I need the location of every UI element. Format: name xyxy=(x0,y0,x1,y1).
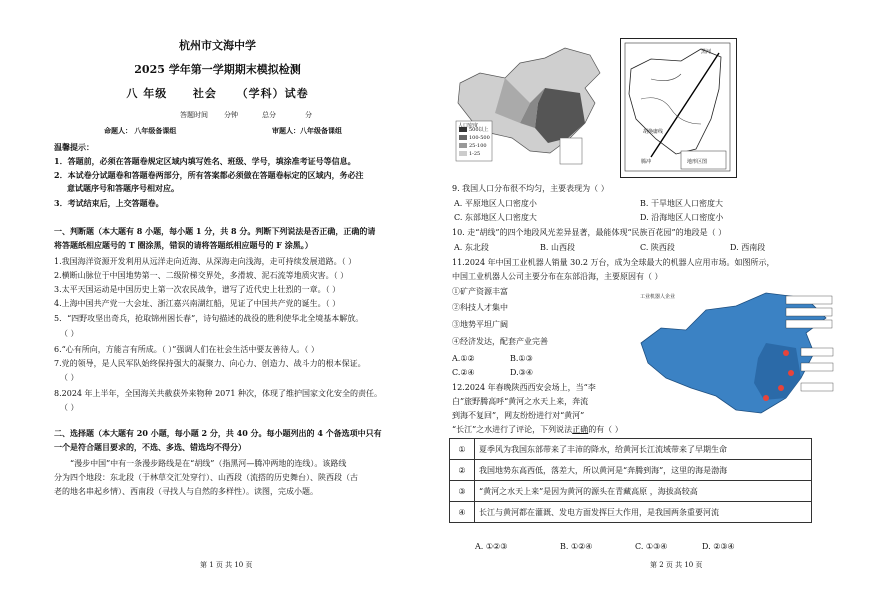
q11-option-b: B.①③ xyxy=(510,354,533,363)
map2-legend-label: 地形区图 xyxy=(687,159,708,165)
q12-stem-3: 到海不复回”，网友纷纷进行对“黄河” xyxy=(452,411,585,420)
q12-stem-4-text: “长江”之水进行了评论，下列说法 xyxy=(452,425,573,434)
q9-option-d: D. 沿海地区人口密度小 xyxy=(640,213,724,222)
section1-heading-b: 将答题纸相应题号的 T 圈涂黑，错误的请将答题纸相应题号的 F 涂黑。） xyxy=(54,240,313,250)
table-row xyxy=(450,502,812,523)
table-row xyxy=(450,439,812,460)
statement-text: 长江与黄河都在灌溉、发电方面发挥巨大作用，是我国两条重要河流 xyxy=(475,502,812,523)
q12-stem-4-end: 的有（ ） xyxy=(588,425,623,434)
q11-option-d: D.③④ xyxy=(510,368,534,377)
footer-right: 第 2 页 共 10 页 xyxy=(650,561,703,569)
school-name: 杭州市文海中学 xyxy=(179,39,256,52)
section2-intro-3: 老的地名串起乡情）、西南段（寻找人与自然的多样性）。读图，完成小题。 xyxy=(54,487,318,496)
robot-industry-map xyxy=(636,288,836,423)
q12-option-c: C. ①③④ xyxy=(635,542,668,551)
notice-title: 温馨提示： xyxy=(54,142,94,152)
q11-reason-3: ③地势平坦广阔 xyxy=(452,320,508,329)
score-unit: 分 xyxy=(305,111,312,119)
q9-option-b: B. 干旱地区人口密度大 xyxy=(640,199,723,208)
judge-item-2: 2.横断山脉位于中国地势第一、二级阶梯交界处，多滑坡、泥石流等地质灾害。（ ） xyxy=(54,271,349,280)
notice-item-3: 3．考试结束后，上交答题卷。 xyxy=(54,198,164,208)
q12-option-a: A. ①②③ xyxy=(475,542,508,551)
q9-stem: 9. 我国人口分布很不均匀，主要表现为（ ） xyxy=(452,184,609,193)
legend-item-2: 100-500 xyxy=(469,135,490,141)
subject-type-label: （学科）试卷 xyxy=(236,87,309,100)
q12-stem-2: 白”旅野腾高呼“黄河之水天上来，奔流 xyxy=(452,397,589,406)
exam-subtitle xyxy=(0,88,435,99)
judge-item-7: 7.党的领导，是人民军队始终保持强大的凝聚力、向心力、创造力、战斗力的根本保证。 xyxy=(54,359,366,368)
q12-option-b: B. ①②④ xyxy=(560,542,593,551)
score-label: 总分 xyxy=(262,111,276,119)
q11-reason-4: ④经济发达，配套产业完善 xyxy=(452,337,548,346)
judge-item-4: 4.上海中国共产党一大会址、浙江嘉兴南湖红船，见证了中国共产党的诞生。（ ） xyxy=(54,299,341,308)
notice-item-1: 1．答题前，必须在答题卷规定区域内填写姓名、班级、学号，填涂准考证号等信息。 xyxy=(54,156,356,166)
heihe-label: 黑河 xyxy=(701,49,712,55)
table-row xyxy=(450,460,812,481)
statement-number: ② xyxy=(450,460,475,481)
q12-correct-word: 正确 xyxy=(572,425,589,434)
legend-item-3: 25-100 xyxy=(469,143,487,149)
notice-item-2-cont: 意试题序号和答题序号相对应。 xyxy=(67,183,179,193)
judge-item-1: 1.我国海洋资源开发利用从远洋走向近海、从深海走向浅海，走可持续发展道路。（ ） xyxy=(54,257,357,266)
subject-label: 社会 xyxy=(192,87,217,100)
q11-reason-2: ②科技人才集中 xyxy=(452,303,508,312)
q11-option-c: C.②④ xyxy=(452,368,475,377)
reviewer-label: 审题人：八年级备课组 xyxy=(272,126,342,135)
judge-item-8: 8.2024 年上半年，全国海关共截获外来物种 2071 种次，体现了维护国家文化安全的责任。 xyxy=(54,389,382,398)
q11-stem-a: 11.2024 年中国工业机器人销量 30.2 万台，成为全球最大的机器人应用市场。如图所示， xyxy=(452,258,775,267)
hu-line-label: 胡焕庸线 xyxy=(643,129,664,135)
statement-text: 夏季风为我国东部带来了丰沛的降水，给黄河长江流域带来了早期生命 xyxy=(475,439,812,460)
section2-heading-a: 二、选择题（本大题有 20 小题，每小题 2 分，共 40 分。每小题列出的 4 个备选项中只有 xyxy=(54,428,382,438)
judge-item-3: 3.太平天国运动是中国历史上第一次农民战争，谱写了近代史上壮烈的一章。（ ） xyxy=(54,285,341,294)
statement-number: ③ xyxy=(450,481,475,502)
q9-option-a: A. 平原地区人口密度小 xyxy=(454,199,537,208)
table-row xyxy=(450,481,812,502)
q12-option-d: D. ②③④ xyxy=(702,542,735,551)
judge-item-5-bracket: （ ） xyxy=(60,329,79,338)
q10-option-d: D. 西南段 xyxy=(730,243,766,252)
statement-number: ④ xyxy=(450,502,475,523)
judge-item-6: 6.“心有所向，方能言有所成。（ ）”强调人们在社会生活中要友善待人。（ ） xyxy=(54,345,319,354)
section2-intro-1: “漫步中国”中有一条漫步路线是在“胡线”（指黑河—腾冲两地的连线）。该路线 xyxy=(70,459,347,468)
judge-item-8-bracket: （ ） xyxy=(60,403,79,412)
statement-number: ① xyxy=(450,439,475,460)
q12-stem-1: 12.2024 年春晚陕西西安会场上，当“李 xyxy=(452,383,596,392)
section2-heading-b: 一个是符合题目要求的，不选、多选、错选均不得分） xyxy=(54,442,246,452)
q12-statement-table xyxy=(449,438,812,523)
legend-item-4: 1-25 xyxy=(469,151,481,157)
q11-option-a: A.①② xyxy=(452,354,475,363)
grade-label: 八 年级 xyxy=(126,87,168,100)
time-label: 答题时间 xyxy=(180,111,208,119)
section1-heading-a: 一、判断题（本大题有 8 小题，每小题 1 分，共 8 分。判断下列说法是否正确，正确的请 xyxy=(54,226,376,236)
statement-text: “黄河之水天上来”是因为黄河的源头在青藏高原 ，海拔高较高 xyxy=(475,481,812,502)
q10-option-b: B. 山西段 xyxy=(540,243,575,252)
judge-item-7-bracket: （ ） xyxy=(60,373,79,382)
legend-title: 人口密度 xyxy=(458,123,479,129)
q12-stem-4 xyxy=(452,424,623,435)
q9-option-c: C. 东部地区人口密度大 xyxy=(454,213,537,222)
judge-item-5: 5．“四野攻坚出奇兵，抢取锦州困长春”，诗句描述的战役的胜利使华北全境基本解放。 xyxy=(54,314,364,323)
statement-text: 我国地势东高西低，落差大，所以黄河是“奔腾到海”，这里的海是渤海 xyxy=(475,460,812,481)
q10-option-a: A. 东北段 xyxy=(454,243,489,252)
q10-stem: 10. 走“胡线”的四个地段风光差异显著，最能体现“民族百花园”的地段是（ ） xyxy=(452,228,727,237)
notice-item-2: 2．本试卷分试题卷和答题卷两部分，所有答案都必须做在答题卷标定的区域内，务必注 xyxy=(54,170,364,180)
time-unit: 分钟 xyxy=(224,111,238,119)
footer-left: 第 1 页 共 10 页 xyxy=(200,561,253,569)
q11-reason-1: ①矿产资源丰富 xyxy=(452,287,508,296)
q11-stem-b: 中国工业机器人公司主要分布在东部沿海，主要原因有（ ） xyxy=(452,272,663,281)
setter-label: 命题人： 八年级备课组 xyxy=(104,126,177,135)
exam-title: 2025 学年第一学期期末模拟检测 xyxy=(134,63,301,76)
section2-intro-2: 分为四个地段：东北段（于林草交汇处穿行）、山西段（流搭的历史舞台）、陕西段（古 xyxy=(54,473,358,482)
legend-item-1: 500以上 xyxy=(469,127,489,133)
q10-option-c: C. 陕西段 xyxy=(640,243,675,252)
robot-map-legend: 工业机器人企业 xyxy=(640,294,676,300)
tengchong-label: 腾冲 xyxy=(641,159,652,165)
